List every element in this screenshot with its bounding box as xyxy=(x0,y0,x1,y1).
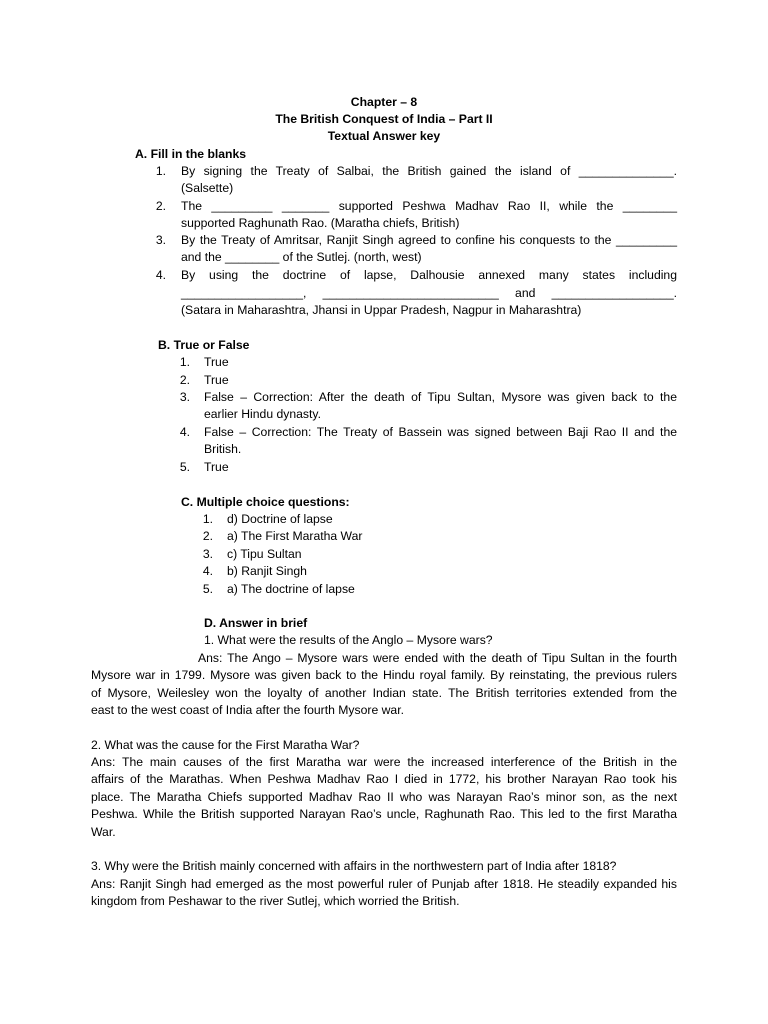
brief-answer-2-line2: affairs of the Marathas. When Peshwa Madhav Rao I died in 1772, his brother Narayan Rao took his xyxy=(91,772,677,786)
list-number: 3. xyxy=(155,233,166,247)
mcq-answer-5: a) The doctrine of lapse xyxy=(227,582,355,596)
section-d-heading: D. Answer in brief xyxy=(204,616,308,630)
fill-blank-q4-answer: (Satara in Maharashtra, Jhansi in Uppar Pradesh, Nagpur in Maharashtra) xyxy=(181,303,582,317)
fill-blank-q4-line2: __________________, __________________________ and __________________. xyxy=(181,286,677,300)
brief-answer-3-line1: Ans: Ranjit Singh had emerged as the most powerful ruler of Punjab after 1818. He steadily expanded his xyxy=(91,877,677,891)
chapter-title: The British Conquest of India – Part II xyxy=(275,112,493,126)
fill-blank-q2-line1: The _________ _______ supported Peshwa Madhav Rao II, while the ________ xyxy=(181,199,677,213)
mcq-answer-2: a) The First Maratha War xyxy=(227,529,363,543)
list-number: 2. xyxy=(155,199,166,213)
list-number: 2. xyxy=(179,373,190,387)
brief-question-1: 1. What were the results of the Anglo – Mysore wars? xyxy=(204,633,493,647)
true-false-answer-5: True xyxy=(204,460,229,474)
brief-answer-1-line2: Mysore war in 1799. Mysore was given back to the Hindu royal family. By reinstating, the previous rulers xyxy=(91,668,677,682)
list-number: 1. xyxy=(155,164,166,178)
brief-answer-1-line4: east to the west coast of India after the fourth Mysore war. xyxy=(91,703,404,717)
list-number: 1. xyxy=(179,355,190,369)
true-false-answer-4-line1: False – Correction: The Treaty of Bassein was signed between Baji Rao II and the xyxy=(204,425,677,439)
fill-blank-q3-line1: By the Treaty of Amritsar, Ranjit Singh agreed to confine his conquests to the _________ xyxy=(181,233,677,247)
mcq-answer-3: c) Tipu Sultan xyxy=(227,547,302,561)
section-b-heading: B. True or False xyxy=(158,338,250,352)
fill-blank-q2-line2: supported Raghunath Rao. (Maratha chiefs, British) xyxy=(181,216,460,230)
brief-question-2: 2. What was the cause for the First Maratha War? xyxy=(91,738,360,752)
brief-answer-2-line5: War. xyxy=(91,825,116,839)
true-false-answer-4-line2: British. xyxy=(204,442,242,456)
brief-answer-2-line4: Peshwa. While the British supported Narayan Rao’s uncle, Raghunath Rao. This led to the first Maratha xyxy=(91,807,677,821)
mcq-answer-1: d) Doctrine of lapse xyxy=(227,512,333,526)
brief-answer-1-line3: of Mysore, Weilesley won the loyalty of another Indian state. The British territories extended from the xyxy=(91,686,677,700)
fill-blank-q3-line2: and the ________ of the Sutlej. (north, west) xyxy=(181,250,422,264)
brief-answer-1-line1: Ans: The Ango – Mysore wars were ended with the death of Tipu Sultan in the fourth xyxy=(198,651,677,665)
mcq-answer-4: b) Ranjit Singh xyxy=(227,564,307,578)
list-number: 4. xyxy=(155,268,166,282)
true-false-answer-2: True xyxy=(204,373,229,387)
true-false-answer-1: True xyxy=(204,355,229,369)
list-number: 5. xyxy=(202,582,213,596)
true-false-answer-3-line1: False – Correction: After the death of Tipu Sultan, Mysore was given back to the xyxy=(204,390,677,404)
fill-blank-q1-line1: By signing the Treaty of Salbai, the British gained the island of ______________. xyxy=(181,164,677,178)
answer-key-title: Textual Answer key xyxy=(327,129,441,143)
list-number: 4. xyxy=(202,564,213,578)
chapter-number: Chapter – 8 xyxy=(350,95,418,109)
fill-blank-q4-line1: By using the doctrine of lapse, Dalhousie annexed many states including xyxy=(181,268,677,282)
list-number: 3. xyxy=(202,547,213,561)
brief-answer-2-line3: place. The Maratha Chiefs supported Madhav Rao II who was Narayan Rao’s minor son, as the next xyxy=(91,790,677,804)
section-a-heading: A. Fill in the blanks xyxy=(135,147,247,161)
fill-blank-q1-answer: (Salsette) xyxy=(181,181,234,195)
list-number: 1. xyxy=(202,512,213,526)
true-false-answer-3-line2: earlier Hindu dynasty. xyxy=(204,407,321,421)
brief-question-3: 3. Why were the British mainly concerned with affairs in the northwestern part of India after 1818? xyxy=(91,859,617,873)
brief-answer-2-line1: Ans: The main causes of the first Maratha war were the increased interference of the British in the xyxy=(91,755,677,769)
list-number: 4. xyxy=(179,425,190,439)
list-number: 2. xyxy=(202,529,213,543)
brief-answer-3-line2: kingdom from Peshawar to the river Sutlej, which worried the British. xyxy=(91,894,460,908)
section-c-heading: C. Multiple choice questions: xyxy=(181,495,350,509)
list-number: 3. xyxy=(179,390,190,404)
list-number: 5. xyxy=(179,460,190,474)
